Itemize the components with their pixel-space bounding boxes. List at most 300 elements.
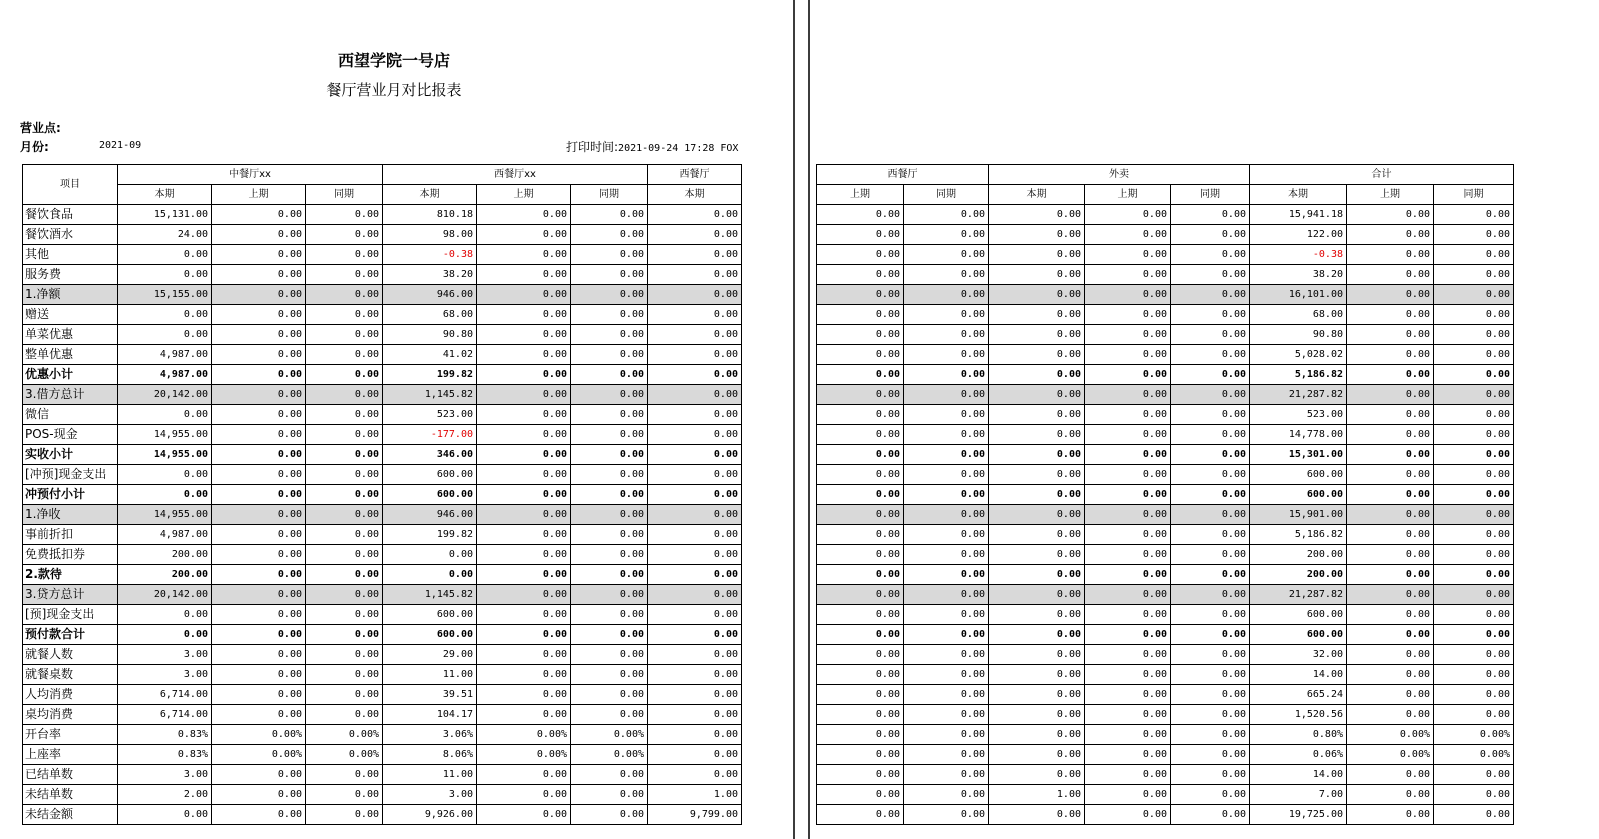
period-header: 同期 [904, 185, 989, 205]
row-label: 2.款待 [23, 565, 118, 585]
value-cell: 0.00 [1171, 705, 1250, 725]
table-row [23, 565, 742, 585]
value-cell: 0.00 [383, 545, 477, 565]
value-cell: 0.00 [1171, 685, 1250, 705]
value-cell: 0.00 [1171, 325, 1250, 345]
value-cell: 0.00 [306, 805, 383, 825]
value-cell: 0.00 [817, 485, 904, 505]
value-cell: 0.00 [477, 645, 571, 665]
value-cell: 0.00 [212, 785, 306, 805]
value-cell: 104.17 [383, 705, 477, 725]
value-cell: 68.00 [1250, 305, 1347, 325]
value-cell: 90.80 [1250, 325, 1347, 345]
value-cell: 0.00 [1434, 805, 1514, 825]
row-label: 1.净收 [23, 505, 118, 525]
value-cell: 6,714.00 [118, 685, 212, 705]
value-cell: 0.00 [1347, 505, 1434, 525]
table-row [817, 765, 1514, 785]
value-cell: 0.00 [306, 285, 383, 305]
table-row [23, 765, 742, 785]
value-cell: 0.00 [1347, 665, 1434, 685]
value-cell: 0.00 [477, 425, 571, 445]
value-cell: 0.00 [212, 245, 306, 265]
value-cell: 0.00 [1085, 805, 1171, 825]
value-cell: 0.00 [989, 545, 1085, 565]
month-value: 2021-09 [99, 140, 142, 151]
value-cell: 0.00 [989, 705, 1085, 725]
value-cell: 0.00 [1171, 245, 1250, 265]
value-cell: 0.00 [212, 805, 306, 825]
month-label: 月份: [20, 140, 49, 154]
value-cell: 0.00 [212, 425, 306, 445]
value-cell: 0.00 [648, 205, 742, 225]
value-cell: 0.00 [817, 325, 904, 345]
value-cell: 0.00 [989, 225, 1085, 245]
value-cell: 0.00 [817, 805, 904, 825]
value-cell: 0.00 [571, 465, 648, 485]
value-cell: 0.00% [212, 745, 306, 765]
value-cell: 0.00 [477, 765, 571, 785]
table-row [23, 425, 742, 445]
value-cell: 0.00 [904, 685, 989, 705]
value-cell: 0.00 [1085, 365, 1171, 385]
value-cell: 0.00 [1085, 605, 1171, 625]
value-cell: 0.00 [1347, 245, 1434, 265]
value-cell: 0.00 [306, 325, 383, 345]
table-row [817, 405, 1514, 425]
period-header: 上期 [212, 185, 306, 205]
table-row [23, 465, 742, 485]
value-cell: 0.00 [571, 805, 648, 825]
value-cell: 0.00 [1171, 225, 1250, 245]
value-cell: 0.00 [1347, 545, 1434, 565]
value-cell: 600.00 [1250, 465, 1347, 485]
value-cell: 0.00 [648, 665, 742, 685]
value-cell: 3.00 [118, 765, 212, 785]
value-cell: 0.00 [212, 365, 306, 385]
table-row [817, 265, 1514, 285]
value-cell: 0.00 [571, 265, 648, 285]
value-cell: 0.00 [989, 745, 1085, 765]
value-cell: 0.00 [306, 545, 383, 565]
value-cell: 0.00 [817, 665, 904, 685]
period-header: 同期 [571, 185, 648, 205]
value-cell: 0.00 [648, 345, 742, 365]
store-name: 西望学院一号店 [337, 51, 450, 70]
value-cell: 0.00 [1085, 385, 1171, 405]
row-label: 未结金额 [23, 805, 118, 825]
value-cell: 0.00 [1171, 505, 1250, 525]
value-cell: 0.00 [1085, 745, 1171, 765]
value-cell: 0.00 [904, 325, 989, 345]
value-cell: 0.00 [648, 445, 742, 465]
period-header: 上期 [477, 185, 571, 205]
value-cell: 0.00 [1434, 785, 1514, 805]
value-cell: 0.00 [648, 225, 742, 245]
value-cell: 0.00 [989, 345, 1085, 365]
value-cell: 14,955.00 [118, 505, 212, 525]
value-cell: 0.00 [1171, 805, 1250, 825]
value-cell: 41.02 [383, 345, 477, 365]
value-cell: 0.00 [1434, 505, 1514, 525]
page-divider-left [793, 0, 795, 839]
value-cell: 0.00 [477, 705, 571, 725]
value-cell: 0.00 [1085, 465, 1171, 485]
value-cell: 90.80 [383, 325, 477, 345]
value-cell: 14,955.00 [118, 425, 212, 445]
table-row [23, 805, 742, 825]
value-cell: 0.00 [306, 305, 383, 325]
value-cell: 0.00 [1434, 525, 1514, 545]
value-cell: 0.00 [306, 225, 383, 245]
value-cell: 0.00 [571, 645, 648, 665]
value-cell: 0.00 [477, 665, 571, 685]
site-field [20, 119, 61, 136]
value-cell: 0.00 [904, 645, 989, 665]
value-cell: 0.00 [904, 205, 989, 225]
value-cell: 0.00 [648, 765, 742, 785]
value-cell: 0.00 [904, 285, 989, 305]
value-cell: 200.00 [1250, 545, 1347, 565]
value-cell: 810.18 [383, 205, 477, 225]
value-cell: 0.00 [648, 725, 742, 745]
value-cell: 0.00 [989, 405, 1085, 425]
value-cell: 0.00 [1085, 725, 1171, 745]
value-cell: 0.00 [118, 805, 212, 825]
value-cell: 0.00 [1434, 445, 1514, 465]
value-cell: 0.00 [1347, 465, 1434, 485]
value-cell: 946.00 [383, 505, 477, 525]
value-cell: 0.00 [477, 345, 571, 365]
value-cell: 0.00% [1347, 745, 1434, 765]
table-row [23, 585, 742, 605]
value-cell: 0.00 [571, 525, 648, 545]
value-cell: 0.00 [989, 465, 1085, 485]
value-cell: 0.00 [989, 285, 1085, 305]
value-cell: 0.00 [118, 465, 212, 485]
period-header: 本期 [989, 185, 1085, 205]
row-label: 冲预付小计 [23, 485, 118, 505]
value-cell: 0.00 [212, 625, 306, 645]
value-cell: 0.00 [1434, 205, 1514, 225]
value-cell: 24.00 [118, 225, 212, 245]
value-cell: 0.00 [1434, 305, 1514, 325]
value-cell: 0.00 [904, 805, 989, 825]
value-cell: 0.00 [306, 565, 383, 585]
value-cell: 0.00 [306, 645, 383, 665]
value-cell: 0.00 [477, 805, 571, 825]
table-row [23, 525, 742, 545]
value-cell: 0.00 [477, 785, 571, 805]
value-cell: 7.00 [1250, 785, 1347, 805]
value-cell: 346.00 [383, 445, 477, 465]
value-cell: 0.00 [1085, 325, 1171, 345]
value-cell: 38.20 [1250, 265, 1347, 285]
value-cell: 0.00 [1347, 705, 1434, 725]
table-row [817, 805, 1514, 825]
period-header: 上期 [1085, 185, 1171, 205]
value-cell: 0.00 [989, 605, 1085, 625]
value-cell: 0.00 [817, 285, 904, 305]
value-cell: 0.00 [477, 625, 571, 645]
value-cell: 0.00% [1347, 725, 1434, 745]
value-cell: 0.00 [904, 565, 989, 585]
value-cell: 0.00 [477, 525, 571, 545]
value-cell: 0.00 [118, 405, 212, 425]
value-cell: 0.00 [1347, 385, 1434, 405]
value-cell: 0.00 [306, 425, 383, 445]
value-cell: 0.00 [1085, 345, 1171, 365]
value-cell: 0.00 [571, 325, 648, 345]
value-cell: 15,155.00 [118, 285, 212, 305]
value-cell: 0.00 [1171, 565, 1250, 585]
value-cell: 0.00 [817, 225, 904, 245]
value-cell: 0.00 [817, 585, 904, 605]
value-cell: 0.00% [571, 725, 648, 745]
report-page-1 [0, 0, 793, 839]
value-cell: 0.00 [817, 765, 904, 785]
value-cell: 0.00 [904, 745, 989, 765]
row-label: 人均消费 [23, 685, 118, 705]
value-cell: 0.00 [118, 305, 212, 325]
value-cell: 0.00 [989, 325, 1085, 345]
value-cell: 0.00 [648, 405, 742, 425]
value-cell: 0.00 [306, 665, 383, 685]
value-cell: 68.00 [383, 305, 477, 325]
table-row [23, 545, 742, 565]
value-cell: 0.00 [1347, 785, 1434, 805]
value-cell: 0.00 [306, 765, 383, 785]
value-cell: 0.00 [477, 285, 571, 305]
group-header: 西餐厅 [817, 165, 989, 185]
value-cell: 0.00 [1171, 725, 1250, 745]
value-cell: 0.00 [571, 765, 648, 785]
value-cell: 0.00 [477, 605, 571, 625]
value-cell: 0.00 [1171, 765, 1250, 785]
value-cell: 0.00 [648, 505, 742, 525]
value-cell: 14.00 [1250, 765, 1347, 785]
table-row [817, 465, 1514, 485]
value-cell: 0.00 [904, 585, 989, 605]
table-row [817, 565, 1514, 585]
value-cell: 0.00 [306, 785, 383, 805]
value-cell: 0.00 [817, 405, 904, 425]
value-cell: 0.00 [1434, 465, 1514, 485]
value-cell: 0.00 [477, 445, 571, 465]
value-cell: 0.00 [1171, 665, 1250, 685]
value-cell: 0.00 [1347, 525, 1434, 545]
value-cell: 0.00 [212, 705, 306, 725]
value-cell: 1.00 [648, 785, 742, 805]
period-header: 本期 [648, 185, 742, 205]
value-cell: 0.00 [1171, 345, 1250, 365]
value-cell: 0.00 [212, 585, 306, 605]
table-row [817, 645, 1514, 665]
value-cell: 0.00 [904, 665, 989, 685]
value-cell: 0.00 [212, 205, 306, 225]
value-cell: 0.00% [477, 725, 571, 745]
value-cell: 0.00% [306, 725, 383, 745]
value-cell: 0.00 [817, 385, 904, 405]
value-cell: 0.00 [1085, 665, 1171, 685]
value-cell: 0.00 [306, 585, 383, 605]
print-time-field [566, 138, 738, 155]
table-row [23, 205, 742, 225]
value-cell: 0.00 [1434, 225, 1514, 245]
value-cell: 199.82 [383, 525, 477, 545]
value-cell: 0.00 [571, 365, 648, 385]
value-cell: 0.00 [904, 405, 989, 425]
value-cell: 0.00 [817, 265, 904, 285]
value-cell: 21,287.82 [1250, 385, 1347, 405]
value-cell: 665.24 [1250, 685, 1347, 705]
value-cell: 0.00 [1171, 285, 1250, 305]
value-cell: 0.00 [989, 505, 1085, 525]
value-cell: 0.00 [648, 605, 742, 625]
value-cell: 0.00 [477, 465, 571, 485]
value-cell: 0.00 [1085, 485, 1171, 505]
value-cell: 0.00 [1347, 225, 1434, 245]
value-cell: 0.00 [212, 305, 306, 325]
value-cell: 0.00 [648, 365, 742, 385]
value-cell: 0.00 [648, 705, 742, 725]
value-cell: 0.00 [817, 305, 904, 325]
value-cell: 0.00 [989, 485, 1085, 505]
value-cell: 0.00 [989, 625, 1085, 645]
value-cell: 0.00 [306, 485, 383, 505]
value-cell: 0.00 [306, 405, 383, 425]
row-label: 餐饮酒水 [23, 225, 118, 245]
value-cell: 0.00 [1347, 685, 1434, 705]
value-cell: 0.00 [1171, 485, 1250, 505]
value-cell: 0.00 [118, 605, 212, 625]
value-cell: 0.00 [212, 225, 306, 245]
value-cell: 0.00 [904, 705, 989, 725]
row-label: 就餐桌数 [23, 665, 118, 685]
table-row [817, 685, 1514, 705]
value-cell: -0.38 [1250, 245, 1347, 265]
value-cell: 0.00 [904, 305, 989, 325]
table-row [23, 285, 742, 305]
value-cell: 200.00 [1250, 565, 1347, 585]
value-cell: 0.00 [306, 625, 383, 645]
value-cell: 0.00 [571, 405, 648, 425]
value-cell: 0.00 [817, 605, 904, 625]
value-cell: 0.00 [1347, 345, 1434, 365]
value-cell: 0.00 [1434, 585, 1514, 605]
row-label: 整单优惠 [23, 345, 118, 365]
value-cell: 0.00 [648, 265, 742, 285]
value-cell: 0.00 [1347, 425, 1434, 445]
row-label: 开台率 [23, 725, 118, 745]
value-cell: 8.06% [383, 745, 477, 765]
row-label: 事前折扣 [23, 525, 118, 545]
table-row [23, 725, 742, 745]
value-cell: 0.00 [571, 225, 648, 245]
row-label: 微信 [23, 405, 118, 425]
table-row [817, 605, 1514, 625]
value-cell: 0.00 [989, 245, 1085, 265]
group-header: 中餐厅xx [118, 165, 383, 185]
value-cell: 0.00 [477, 405, 571, 425]
value-cell: 0.00 [817, 565, 904, 585]
value-cell: 0.00 [306, 445, 383, 465]
value-cell: 0.00 [1434, 325, 1514, 345]
value-cell: 0.00 [1171, 605, 1250, 625]
value-cell: 3.00 [383, 785, 477, 805]
value-cell: 0.00 [1171, 585, 1250, 605]
value-cell: 0.00 [571, 685, 648, 705]
value-cell: 0.00 [648, 285, 742, 305]
value-cell: 0.00 [1434, 685, 1514, 705]
value-cell: 0.00 [212, 445, 306, 465]
value-cell: 0.00 [477, 485, 571, 505]
value-cell: 0.00 [1085, 525, 1171, 545]
value-cell: 0.00 [817, 245, 904, 265]
value-cell: 0.00 [1085, 785, 1171, 805]
table-row [23, 325, 742, 345]
value-cell: 0.00 [571, 585, 648, 605]
value-cell: 0.00 [904, 725, 989, 745]
table-body-page-1 [23, 205, 742, 825]
table-row [23, 745, 742, 765]
value-cell: 0.00 [904, 625, 989, 645]
value-cell: 0.00 [571, 485, 648, 505]
value-cell: -0.38 [383, 245, 477, 265]
value-cell: 0.00 [212, 385, 306, 405]
value-cell: 0.00 [118, 485, 212, 505]
table-row [817, 385, 1514, 405]
value-cell: 0.00 [1171, 405, 1250, 425]
period-header: 同期 [306, 185, 383, 205]
row-label: 预付款合计 [23, 625, 118, 645]
table-row [23, 365, 742, 385]
value-cell: 0.00 [212, 505, 306, 525]
value-cell: 0.00 [571, 565, 648, 585]
value-cell: 0.00 [1347, 805, 1434, 825]
table-row [23, 665, 742, 685]
value-cell: 0.00 [989, 665, 1085, 685]
value-cell: 0.00 [1085, 265, 1171, 285]
value-cell: 0.00 [904, 545, 989, 565]
table-row [23, 265, 742, 285]
value-cell: 0.00 [989, 445, 1085, 465]
value-cell: 0.00 [477, 325, 571, 345]
value-cell: 0.00 [1434, 405, 1514, 425]
value-cell: 0.00 [212, 665, 306, 685]
value-cell: 0.00 [904, 425, 989, 445]
value-cell: 0.00 [1171, 625, 1250, 645]
table-row [23, 245, 742, 265]
value-cell: 29.00 [383, 645, 477, 665]
value-cell: 200.00 [118, 565, 212, 585]
value-cell: 0.00 [904, 605, 989, 625]
row-label: 桌均消费 [23, 705, 118, 725]
value-cell: 16,101.00 [1250, 285, 1347, 305]
value-cell: 0.00 [904, 225, 989, 245]
value-cell: 14.00 [1250, 665, 1347, 685]
value-cell: 3.06% [383, 725, 477, 745]
value-cell: 21,287.82 [1250, 585, 1347, 605]
value-cell: 0.00 [648, 745, 742, 765]
value-cell: 0.00 [817, 205, 904, 225]
row-label: 实收小计 [23, 445, 118, 465]
value-cell: 3.00 [118, 645, 212, 665]
group-header: 西餐厅xx [383, 165, 648, 185]
value-cell: 0.00 [648, 685, 742, 705]
value-cell: 0.00 [306, 205, 383, 225]
value-cell: 0.00 [1171, 645, 1250, 665]
